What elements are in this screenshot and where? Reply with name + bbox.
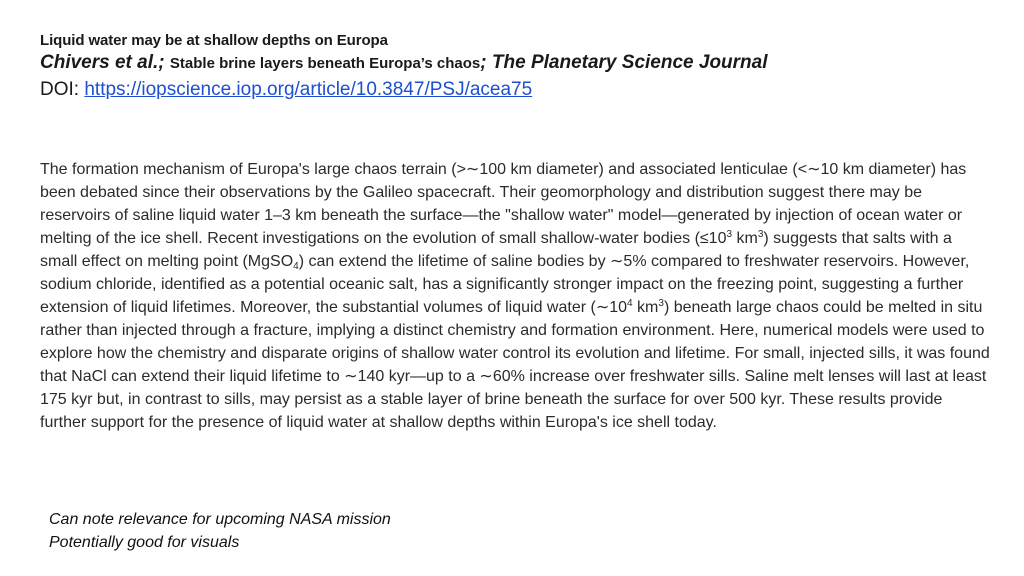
abstract-text-4: ) can extend the lifetime of saline bodies by ∼5% compared to freshwater reservoirs. However, sodium chloride, identified as a potential oceanic salt, has a significantly stronger impact on the freezing point, suggesting a further extension of liquid lifetimes. Moreover, the substantial volumes of liquid water (∼10: [40, 253, 970, 316]
citation-separator: ;: [480, 52, 487, 73]
citation-authors: Chivers et al.;: [40, 52, 165, 73]
speaker-notes: [49, 508, 391, 554]
abstract-text-1: The formation mechanism of Europa's large chaos terrain (>∼100 km diameter) and associated lenticulae (<∼10 km diameter) has been debated since their observations by the Galileo spacecraft. Their geomorphology and distribution suggest there may be reservoirs of saline liquid water 1–3 km beneath the surface—the "shallow water" model—generated by injection of ocean water or melting of the ice shell. Recent investigations on the evolution of small shallow-water bodies (≤10: [40, 161, 967, 247]
doi-link[interactable]: https://iopscience.iop.org/article/10.3847/PSJ/acea75: [84, 79, 533, 100]
superscript-exponent: 3: [757, 229, 764, 240]
doi-label: DOI:: [40, 79, 80, 100]
doi-line: [40, 78, 1000, 102]
citation: [40, 51, 1000, 76]
superscript-exponent: 4: [627, 298, 633, 309]
abstract-paragraph: [40, 158, 990, 434]
headline: Liquid water may be at shallow depths on Europa: [40, 32, 388, 49]
superscript-exponent: 3: [658, 298, 664, 309]
citation-journal: The Planetary Science Journal: [491, 52, 768, 73]
abstract-text-3: ) suggests that salts with a small effect on melting point (MgSO: [40, 230, 952, 270]
abstract-text-6: ) beneath large chaos could be melted in situ rather than injected through a fracture, implying a distinct chemistry and formation environment. Here, numerical models were used to explore how the chemistry and disparate origins of shallow water control its evolution and lifetime. For small, injected sills, it was found that NaCl can extend their liquid lifetime to ∼140 kyr—up to a ∼60% increase over freshwater sills. Saline melt lenses will last at least 175 kyr but, in contrast to sills, may persist as a stable layer of brine beneath the surface for over 500 kyr. These results provide further support for the presence of liquid water at shallow depths within Europa's ice shell today.: [40, 299, 990, 431]
note-item: Potentially good for visuals: [49, 534, 240, 551]
superscript-exponent: 3: [726, 229, 733, 240]
abstract-text-2: km: [732, 230, 758, 247]
slide-header: [40, 31, 1000, 102]
citation-paper-title: Stable brine layers beneath Europa’s chaos: [169, 55, 481, 72]
note-item: Can note relevance for upcoming NASA mission: [49, 511, 391, 528]
subscript: 4: [293, 261, 299, 272]
abstract-text-5: km: [632, 299, 659, 316]
